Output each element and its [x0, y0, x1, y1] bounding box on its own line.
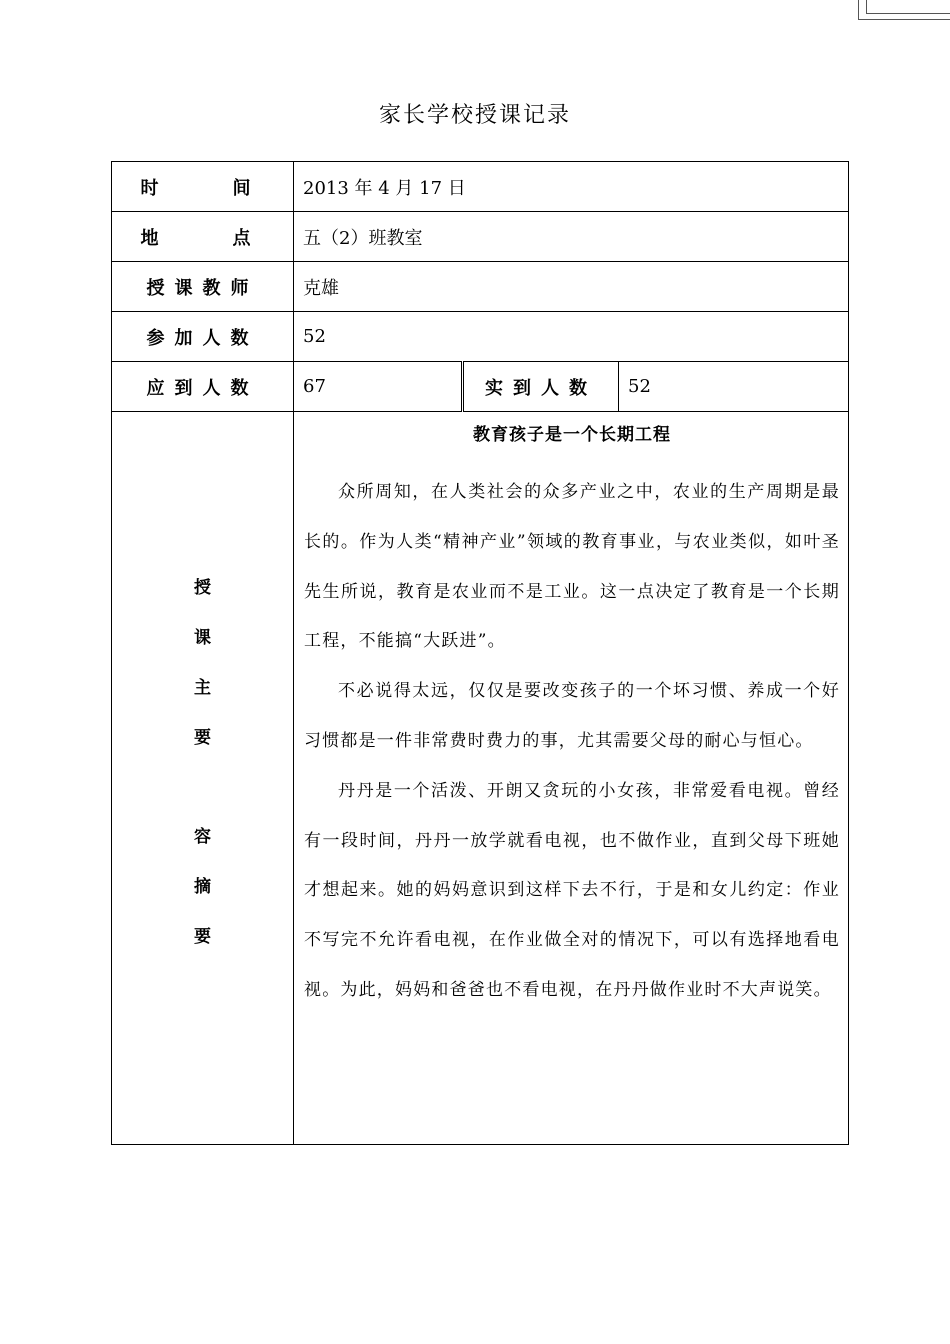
teacher-value: 克雄 — [294, 262, 849, 312]
time-label: 时 间 — [112, 162, 294, 212]
row-place — [112, 212, 849, 262]
content-title: 教育孩子是一个长期工程 — [473, 425, 671, 445]
lecture-record-table — [111, 161, 849, 1145]
summary-label-char: 摘 — [194, 877, 211, 897]
place-value: 五（2）班教室 — [294, 212, 849, 262]
time-value: 2013 年 4 月 17 日 — [294, 162, 849, 212]
content-paragraph: 丹丹是一个活泼、开朗又贪玩的小女孩，非常爱看电视。曾经有一段时间，丹丹一放学就看电视，也不做作业，直到父母下班她才想起来。她的妈妈意识到这样下去不行，于是和女儿约定：作业不写完不允许看电视，在作业做全对的情况下，可以有选择地看电视。为此，妈妈和爸爸也不看电视，在丹丹做作业时不大声说笑。 — [304, 780, 840, 1000]
summary-label-char: 授 — [194, 578, 211, 598]
summary-label — [112, 412, 294, 1145]
row-summary — [112, 412, 849, 1145]
row-attendance — [112, 312, 849, 362]
place-label: 地 点 — [112, 212, 294, 262]
expected-value: 67 — [294, 362, 463, 412]
attendance-label: 参加人数 — [112, 312, 294, 362]
content-paragraph: 不必说得太远，仅仅是要改变孩子的一个坏习惯、养成一个好习惯都是一件非常费时费力的事，尤其需要父母的耐心与恒心。 — [304, 681, 840, 751]
teacher-label: 授课教师 — [112, 262, 294, 312]
row-expected-actual — [112, 362, 849, 412]
summary-label-char: 要 — [194, 728, 211, 748]
actual-label: 实到人数 — [463, 362, 619, 412]
expected-label: 应到人数 — [112, 362, 294, 412]
row-teacher — [112, 262, 849, 312]
content-paragraph: 众所周知，在人类社会的众多产业之中，农业的生产周期是最长的。作为人类“精神产业”领域的教育事业，与农业类似，如叶圣先生所说，教育是农业而不是工业。这一点决定了教育是一个长期工程，不能搞“大跃进”。 — [304, 482, 840, 652]
row-time — [112, 162, 849, 212]
summary-label-char: 主 — [194, 678, 211, 698]
summary-label-char: 课 — [194, 628, 211, 648]
actual-value: 52 — [619, 362, 849, 412]
summary-content — [294, 412, 849, 1145]
document-title: 家长学校授课记录 — [378, 103, 571, 128]
attendance-value: 52 — [294, 312, 849, 362]
summary-label-char: 要 — [194, 927, 211, 947]
summary-label-char: 容 — [194, 827, 211, 847]
page-corner-mark-inner — [866, 0, 950, 14]
